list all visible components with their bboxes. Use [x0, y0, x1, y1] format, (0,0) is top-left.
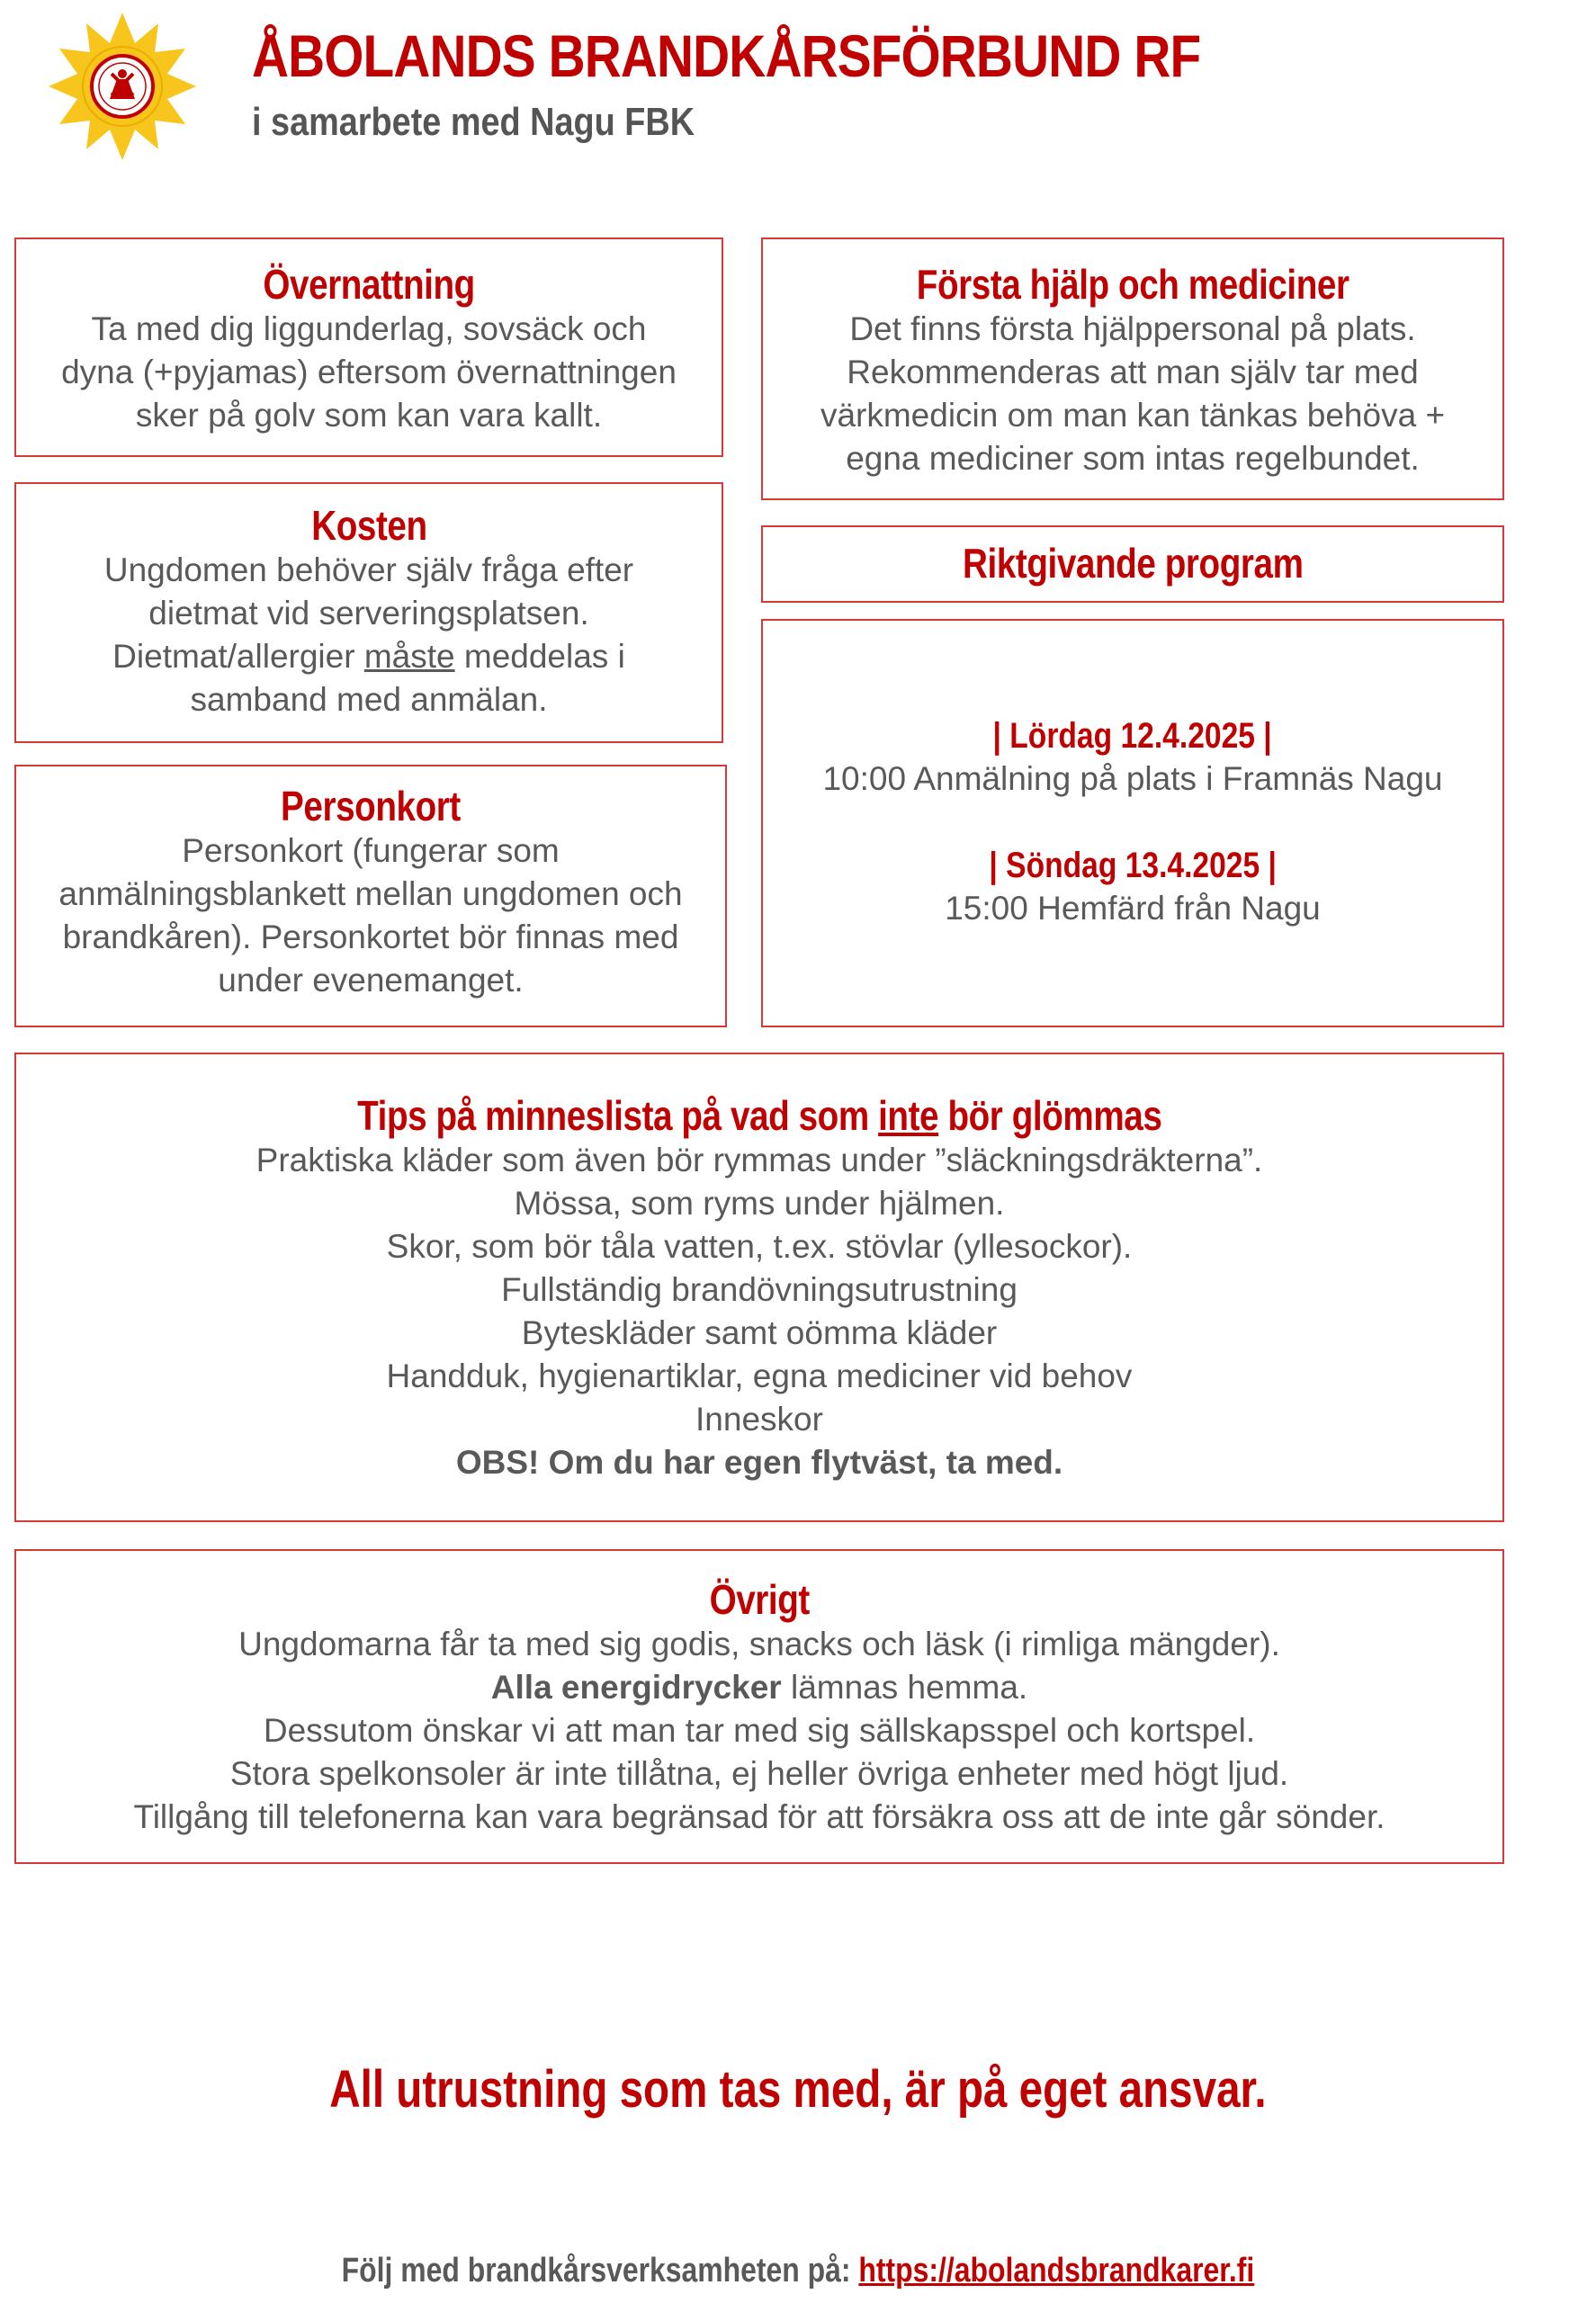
must-emphasis: måste — [363, 638, 455, 675]
ovrigt-text-line: Stora spelkonsoler är inte tillåtna, ej heller övriga enheter med högt ljud. — [229, 1755, 1289, 1792]
program-heading: Riktgivande program — [962, 540, 1304, 587]
personkort-text-line: brandkåren). Personkortet bör finnas med — [62, 919, 679, 955]
overnattning-text-line: Ta med dig liggunderlag, sovsäck och — [91, 310, 647, 347]
tips-list-item: Byteskläder samt oömma kläder — [521, 1314, 998, 1351]
kosten-text-line: samband med anmälan. — [190, 681, 548, 718]
kosten-text-line: Dietmat/allergier måste meddelas i — [112, 638, 625, 675]
ovrigt-text-line: Tillgång till telefonerna kan vara begränsad för att försäkra oss att de inte går sönder. — [133, 1798, 1385, 1835]
personkort-text-line: under evenemanget. — [218, 962, 524, 999]
kosten-text-line: dietmat vid serveringsplatsen. — [148, 595, 589, 632]
organization-subtitle: i samarbete med Nagu FBK — [252, 100, 695, 144]
tips-heading: Tips på minneslista på vad som inte bör glömmas — [356, 1092, 1162, 1139]
tips-list-item: Handduk, hygienartiklar, egna mediciner vid behov — [386, 1358, 1133, 1394]
website-link[interactable]: https://abolandsbrandkarer.fi — [858, 2252, 1255, 2290]
program-day1-text: 10:00 Anmälning på plats i Framnäs Nagu — [822, 760, 1443, 797]
tips-list-item: Fullständig brandövningsutrustning — [501, 1271, 1018, 1308]
overnattning-text-line: dyna (+pyjamas) eftersom övernattningen — [61, 354, 677, 390]
forsta-hjalp-text-line: egna mediciner som intas regelbundet. — [846, 440, 1420, 477]
kosten-heading: Kosten — [310, 502, 427, 549]
ovrigt-text-line: Dessutom önskar vi att man tar med sig sällskapsspel och kortspel. — [263, 1712, 1256, 1749]
follow-text: Följ med brandkårsverksamheten på: — [341, 2252, 859, 2290]
overnattning-text-line: sker på golv som kan vara kallt. — [135, 397, 603, 434]
tips-obs-note: OBS! Om du har egen flytväst, ta med. — [455, 1444, 1063, 1481]
program-details-box — [761, 619, 1504, 1027]
forsta-hjalp-text-line: värkmedicin om man kan tänkas behöva + — [820, 397, 1446, 434]
program-heading-box — [761, 525, 1504, 603]
program-day1-label: | Lördag 12.4.2025 | — [992, 716, 1273, 756]
personkort-text-line: Personkort (fungerar som — [182, 832, 560, 869]
ovrigt-heading: Övrigt — [709, 1576, 810, 1623]
responsibility-note: All utrustning som tas med, är på eget ansvar. — [329, 2060, 1267, 2119]
forsta-hjalp-text-line: Det finns första hjälppersonal på plats. — [849, 310, 1416, 347]
overnattning-heading: Övernattning — [263, 261, 475, 308]
forsta-hjalp-heading: Första hjälp och mediciner — [916, 261, 1349, 308]
personkort-text-line: anmälningsblankett mellan ungdomen och — [58, 875, 683, 912]
tips-box — [14, 1053, 1504, 1522]
follow-footer — [0, 2249, 1596, 2292]
program-day2-label: | Söndag 13.4.2025 | — [989, 846, 1277, 885]
program-day2-text: 15:00 Hemfärd från Nagu — [945, 890, 1321, 927]
fire-brigade-emblem-logo — [47, 11, 198, 162]
kosten-text-line: Ungdomen behöver själv fråga efter — [103, 551, 634, 588]
overnattning-box — [14, 237, 723, 457]
tips-list-item: Inneskor — [695, 1401, 823, 1438]
ovrigt-text-line: Alla energidrycker lämnas hemma. — [490, 1669, 1028, 1706]
tips-list-item: Mössa, som ryms under hjälmen. — [514, 1185, 1005, 1222]
ovrigt-box — [14, 1549, 1504, 1864]
personkort-heading: Personkort — [281, 783, 461, 829]
ovrigt-text-line: Ungdomarna får ta med sig godis, snacks och läsk (i rimliga mängder). — [238, 1626, 1280, 1662]
tips-list-item: Skor, som bör tåla vatten, t.ex. stövlar (yllesockor). — [386, 1228, 1133, 1265]
tips-list-item: Praktiska kläder som även bör rymmas under ”släckningsdräkterna”. — [256, 1142, 1263, 1178]
forsta-hjalp-box — [761, 237, 1504, 500]
forsta-hjalp-text-line: Rekommenderas att man själv tar med — [847, 354, 1419, 390]
kosten-box — [14, 482, 723, 743]
personkort-box — [14, 765, 727, 1027]
organization-title: ÅBOLANDS BRANDKÅRSFÖRBUND RF — [252, 22, 1201, 89]
